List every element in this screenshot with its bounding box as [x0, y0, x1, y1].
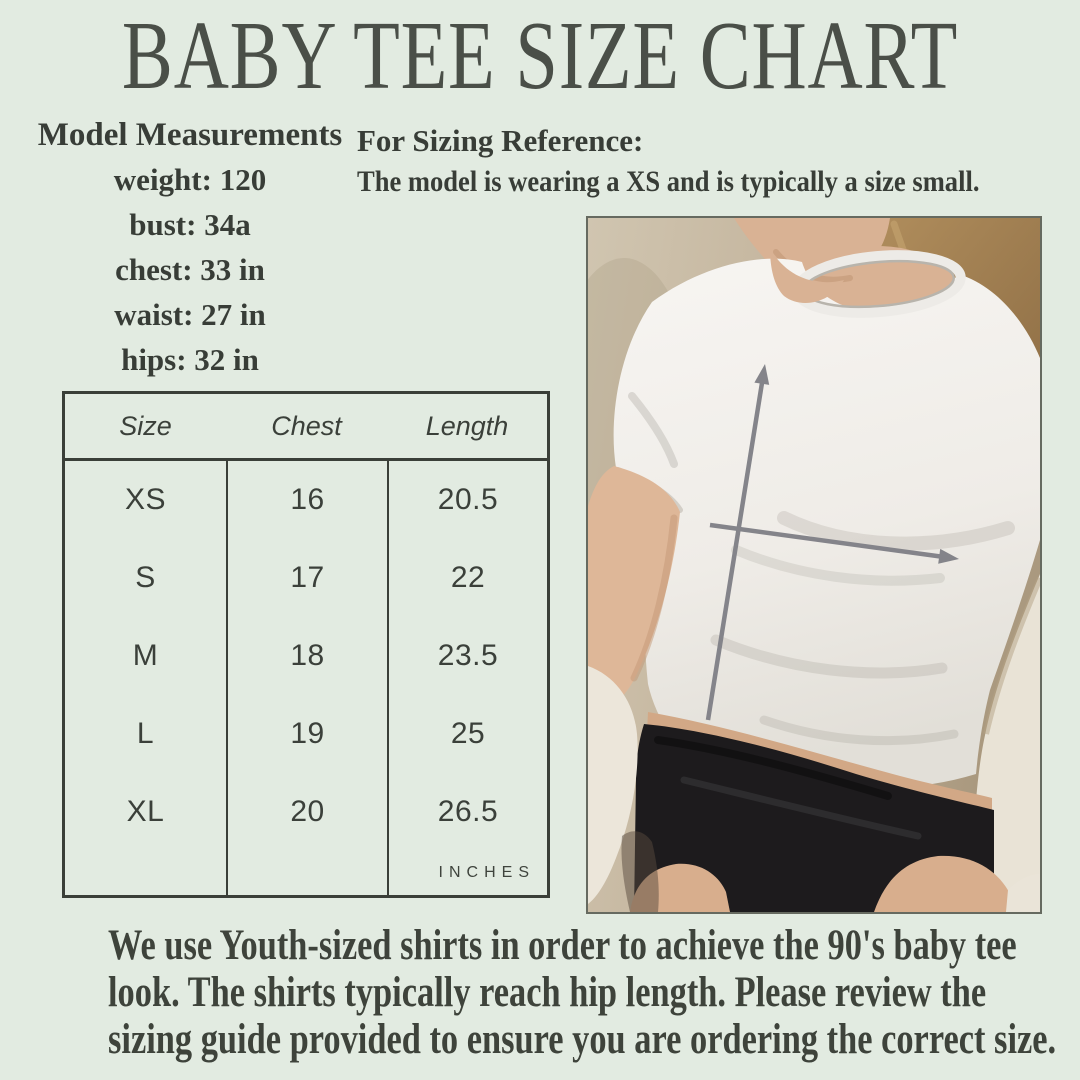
table-header-row	[65, 394, 547, 461]
chest-cell: 16	[226, 461, 387, 539]
model-photo	[586, 216, 1042, 914]
size-cell: L	[136, 717, 155, 750]
table-row	[65, 539, 547, 617]
table-row	[65, 461, 547, 539]
length-cell: 20.5	[387, 461, 547, 539]
column-header-length: Length	[425, 410, 509, 441]
table-row	[65, 617, 547, 695]
measurement-item-bust: bust: 34a	[129, 207, 251, 242]
inches-label: INCHES	[387, 851, 547, 895]
length-cell: 22	[387, 539, 547, 617]
page-title	[0, 0, 1080, 112]
model-measurements	[8, 113, 372, 382]
model-illustration	[588, 218, 1040, 912]
footer-note-line: look. The shirts typically reach hip length. Please review the	[108, 969, 987, 1016]
chest-cell: 18	[226, 617, 387, 695]
table-row	[65, 773, 547, 851]
size-cell: XL	[126, 795, 165, 828]
length-cell: 26.5	[387, 773, 547, 851]
table-footer-row	[65, 851, 547, 895]
chest-cell: 17	[226, 539, 387, 617]
measurement-item-weight: weight: 120	[113, 162, 267, 197]
chest-cell: 19	[226, 695, 387, 773]
table-row	[65, 695, 547, 773]
sizing-reference-body: The model is wearing a XS and is typically a size small.	[357, 165, 980, 198]
size-cell: M	[132, 639, 159, 672]
chest-cell: 20	[226, 773, 387, 851]
measurement-item-hips: hips: 32 in	[121, 342, 259, 377]
size-chart-table	[62, 391, 550, 898]
measurement-item-chest: chest: 33 in	[115, 252, 265, 287]
sizing-reference-heading: For Sizing Reference:	[357, 123, 644, 158]
length-cell: 25	[387, 695, 547, 773]
column-header-chest: Chest	[271, 410, 342, 441]
column-header-size: Size	[119, 410, 172, 441]
model-measurements-heading: Model Measurements	[37, 117, 343, 153]
footer-note-line: sizing guide provided to ensure you are ordering the correct size.	[108, 1016, 1057, 1063]
sizing-reference	[357, 120, 1080, 202]
size-cell: XS	[124, 483, 167, 516]
size-cell: S	[135, 561, 156, 594]
footer-note	[0, 922, 1080, 1063]
measurement-item-waist: waist: 27 in	[114, 297, 266, 332]
page-title-text: BABY TEE SIZE CHART	[121, 2, 959, 110]
length-cell: 23.5	[387, 617, 547, 695]
footer-note-line: We use Youth-sized shirts in order to achieve the 90's baby tee	[108, 922, 1017, 969]
table-body	[65, 461, 547, 851]
